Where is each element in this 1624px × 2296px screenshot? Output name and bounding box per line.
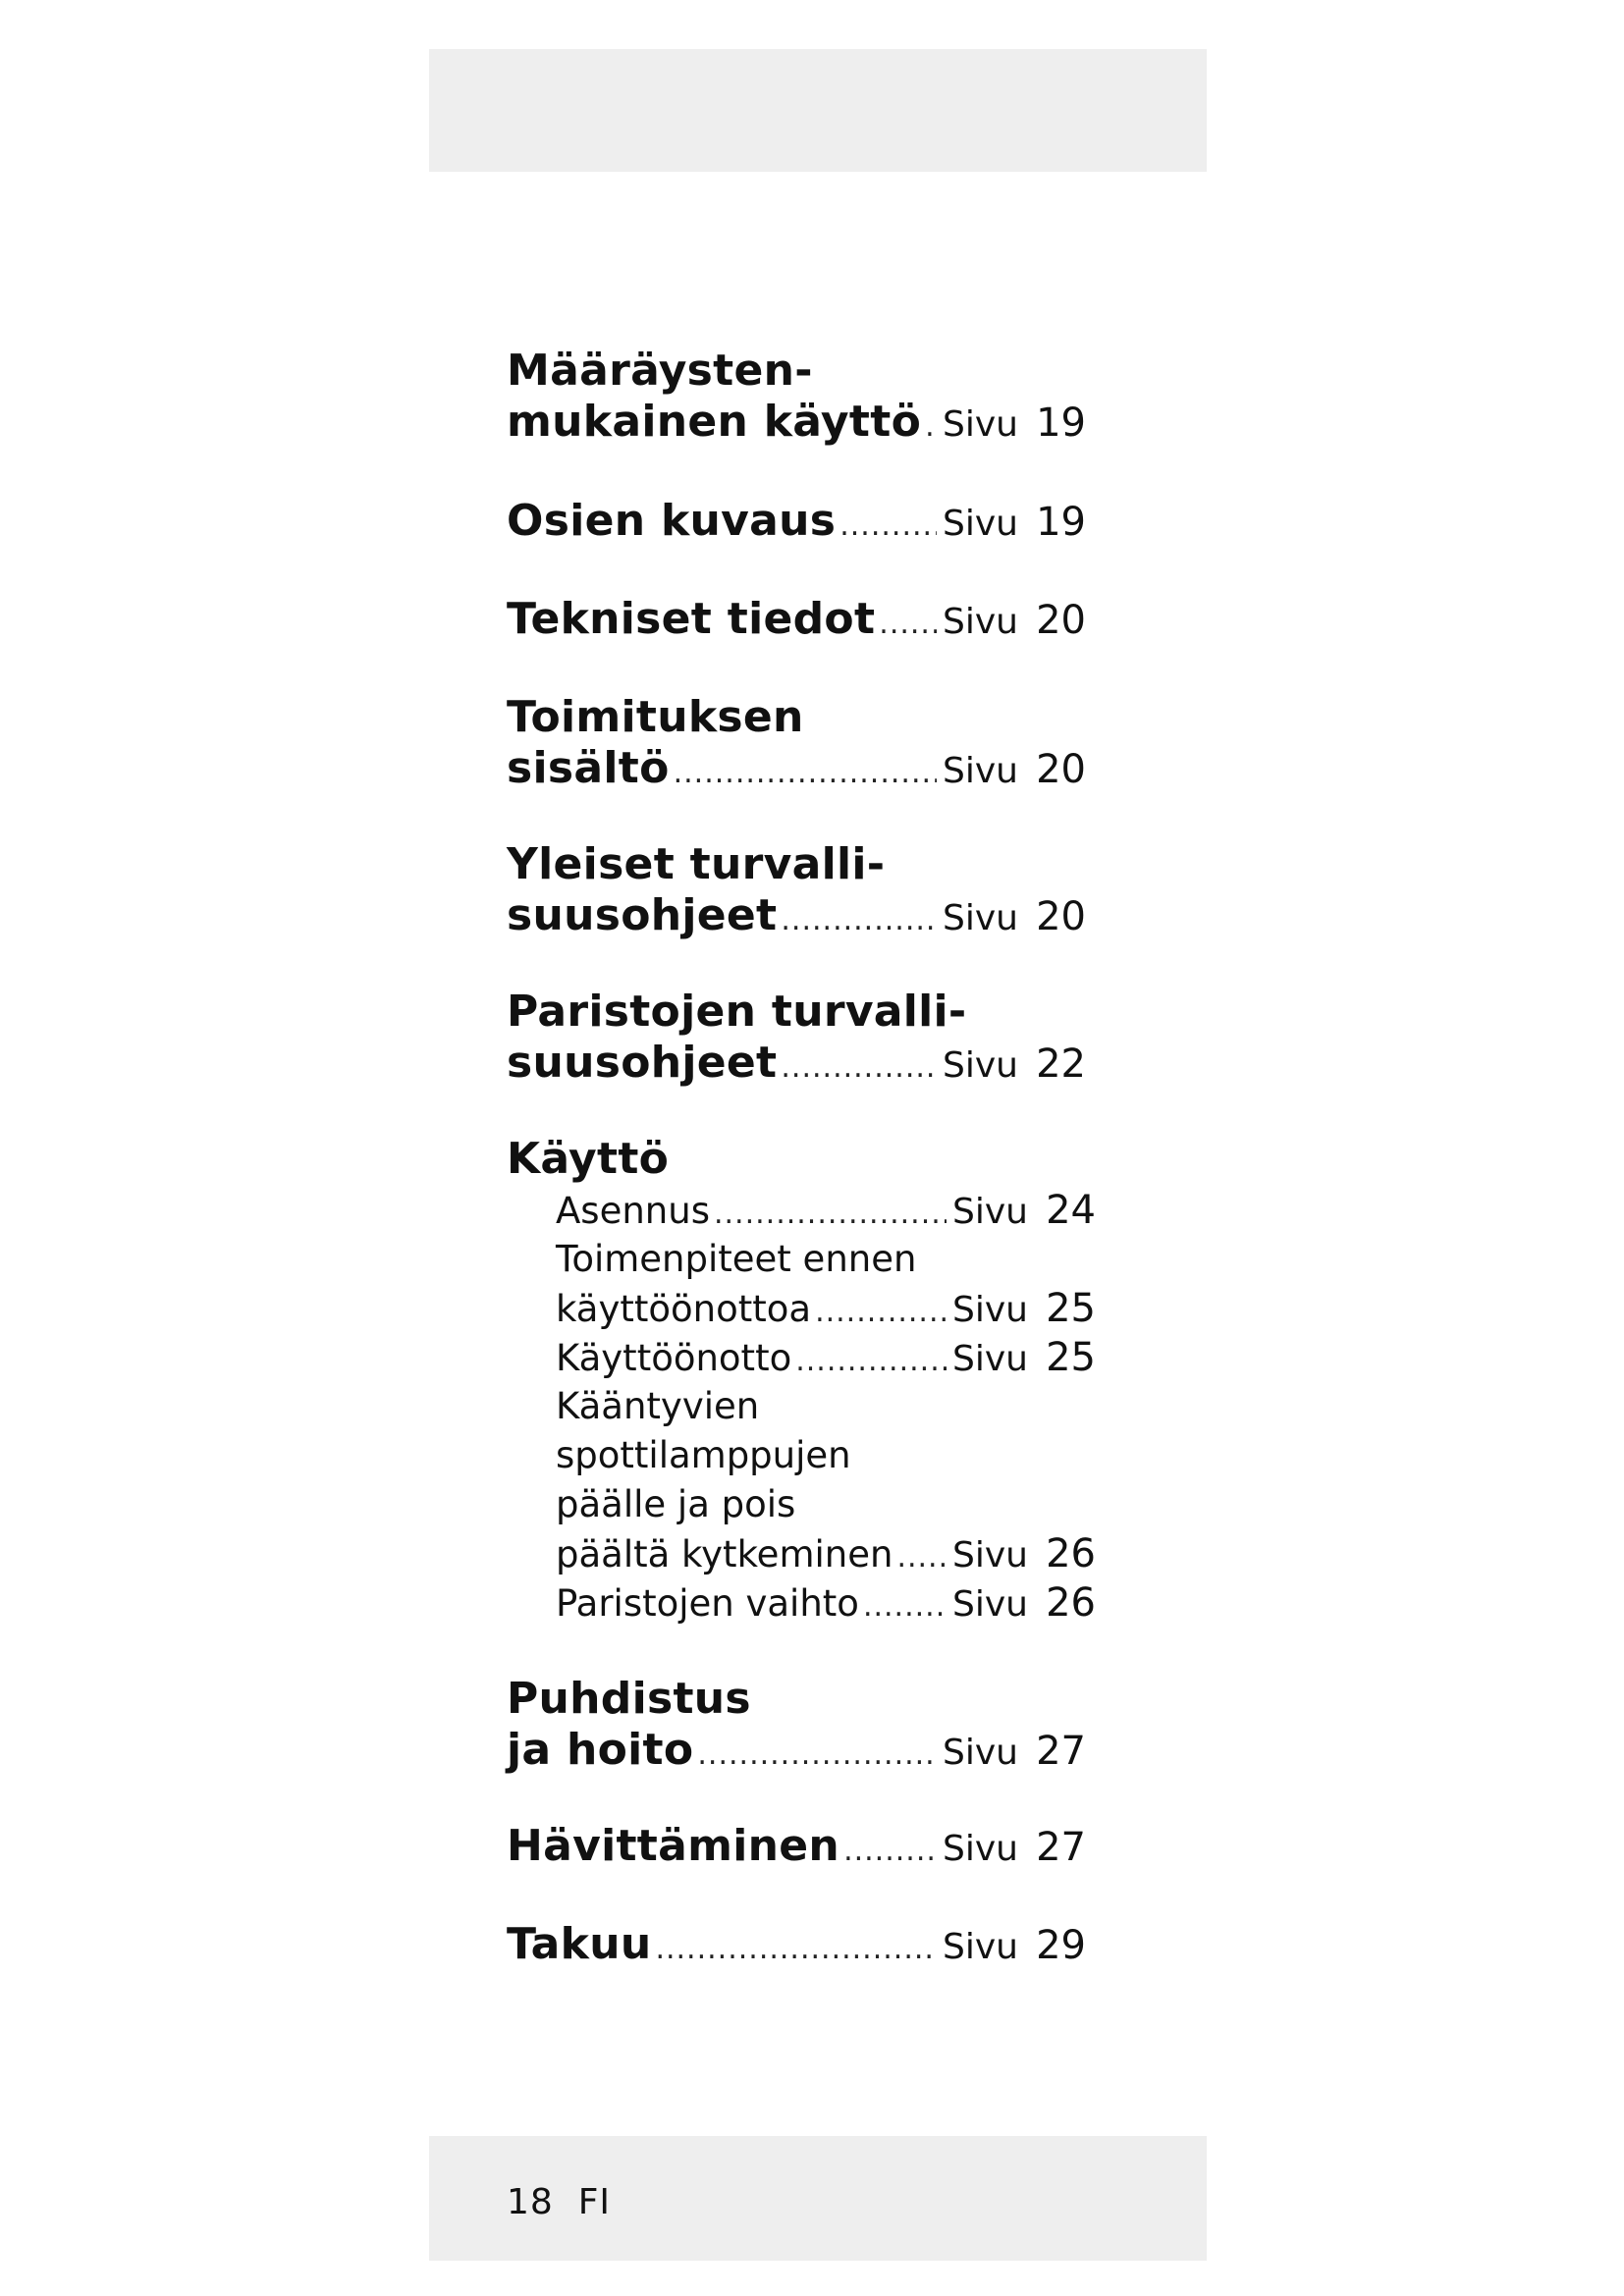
toc-entry-intended-use[interactable] [507, 346, 1086, 448]
toc-entry-title: suusohjeet [507, 1038, 778, 1088]
page-number: 19 [1036, 500, 1086, 545]
page-label: Sivu [943, 602, 1018, 642]
toc-entry-technical-data[interactable] [507, 594, 1086, 645]
dot-leader [863, 1582, 947, 1631]
page-number: 25 [1046, 1335, 1096, 1380]
toc-subentry-battery-replacement[interactable] [556, 1578, 1096, 1628]
toc-subentry-title: spottilamppujen [556, 1434, 851, 1476]
toc-subentry-before-use[interactable] [556, 1235, 1096, 1333]
page-number: 25 [1046, 1286, 1096, 1331]
page-label: Sivu [952, 1584, 1028, 1625]
toc-entry-disposal[interactable] [507, 1821, 1086, 1872]
page-number: 26 [1046, 1531, 1096, 1576]
page-number: 20 [1036, 598, 1086, 643]
toc-entry-title: ja hoito [507, 1725, 694, 1775]
toc-entry-general-safety[interactable] [507, 839, 1086, 941]
page-number: 29 [1036, 1923, 1086, 1968]
toc-subentry-title: Toimenpiteet ennen [556, 1238, 917, 1280]
page-label: Sivu [943, 1733, 1018, 1773]
dot-leader [795, 1337, 947, 1386]
page-number: 19 [1036, 400, 1086, 446]
toc-entry-title: Yleiset turvalli- [507, 839, 886, 889]
toc-subentry-title: päälle ja pois [556, 1483, 796, 1525]
page-label: Sivu [943, 1045, 1018, 1086]
toc-subentry-title: Asennus [556, 1190, 710, 1232]
page-number: 24 [1046, 1188, 1096, 1233]
footer-language-code: FI [577, 2182, 612, 2222]
page-number: 27 [1036, 1729, 1086, 1774]
toc-entry-title: Määräysten- [507, 346, 813, 396]
toc-subentry-title: Käyttöönotto [556, 1337, 792, 1379]
toc-subentry-title: Paristojen vaihto [556, 1582, 859, 1625]
toc-subentry-title: Kääntyvien [556, 1385, 760, 1427]
toc-entry-title: Hävittäminen [507, 1821, 840, 1871]
dot-leader [674, 748, 937, 799]
toc-entry-title: Takuu [507, 1919, 652, 1969]
page-label: Sivu [943, 1927, 1018, 1967]
toc-entry-battery-safety[interactable] [507, 987, 1086, 1089]
toc-entry-title: Puhdistus [507, 1674, 751, 1724]
header-band [429, 49, 1207, 172]
dot-leader [781, 1042, 937, 1094]
toc-entry-title: Osien kuvaus [507, 496, 837, 546]
dot-leader [697, 1730, 937, 1781]
dot-leader [839, 501, 937, 552]
toc-subentry-title: käyttöönottoa [556, 1288, 812, 1330]
dot-leader [655, 1924, 937, 1975]
footer-page-number: 18 [507, 2182, 554, 2222]
toc-entry-title: sisältö [507, 743, 670, 793]
page-label: Sivu [943, 898, 1018, 938]
page-label: Sivu [943, 1829, 1018, 1869]
toc-entry-title: Tekniset tiedot [507, 594, 876, 644]
toc-entry-cleaning-care[interactable] [507, 1674, 1086, 1776]
toc-entry-warranty[interactable] [507, 1919, 1086, 1970]
toc-entry-title: suusohjeet [507, 890, 778, 940]
toc-entry-title: Toimituksen [507, 692, 804, 742]
page-label: Sivu [952, 1192, 1028, 1232]
toc-entry-package-contents[interactable] [507, 692, 1086, 794]
dot-leader [879, 599, 937, 650]
toc-subentry-installation[interactable] [556, 1186, 1096, 1235]
toc-entry-parts-description[interactable] [507, 496, 1086, 547]
dot-leader [896, 1533, 947, 1582]
page-label: Sivu [952, 1535, 1028, 1575]
page-number: 20 [1036, 747, 1086, 792]
page-label: Sivu [943, 504, 1018, 544]
dot-leader [815, 1288, 947, 1337]
page-number: 27 [1036, 1825, 1086, 1870]
toc-entry-title: Paristojen turvalli- [507, 987, 967, 1037]
page-label: Sivu [952, 1290, 1028, 1330]
toc-subentry-spotlights-switching[interactable] [556, 1382, 1096, 1578]
toc-subentry-startup[interactable] [556, 1333, 1096, 1382]
page-number: 26 [1046, 1580, 1096, 1626]
dot-leader [781, 895, 937, 946]
page-label: Sivu [943, 751, 1018, 791]
page-number: 20 [1036, 894, 1086, 939]
footer-page-marker [507, 2181, 611, 2224]
toc-subentry-title: päältä kytkeminen [556, 1533, 893, 1575]
page-label: Sivu [943, 404, 1018, 445]
page-label: Sivu [952, 1339, 1028, 1379]
toc-entry-operation[interactable] [507, 1134, 1086, 1185]
toc-entry-title: mukainen käyttö [507, 397, 922, 447]
toc-entry-title: Käyttö [507, 1134, 670, 1184]
page-number: 22 [1036, 1041, 1086, 1087]
dot-leader [714, 1190, 947, 1239]
dot-leader [843, 1826, 937, 1877]
dot-leader [925, 401, 937, 453]
